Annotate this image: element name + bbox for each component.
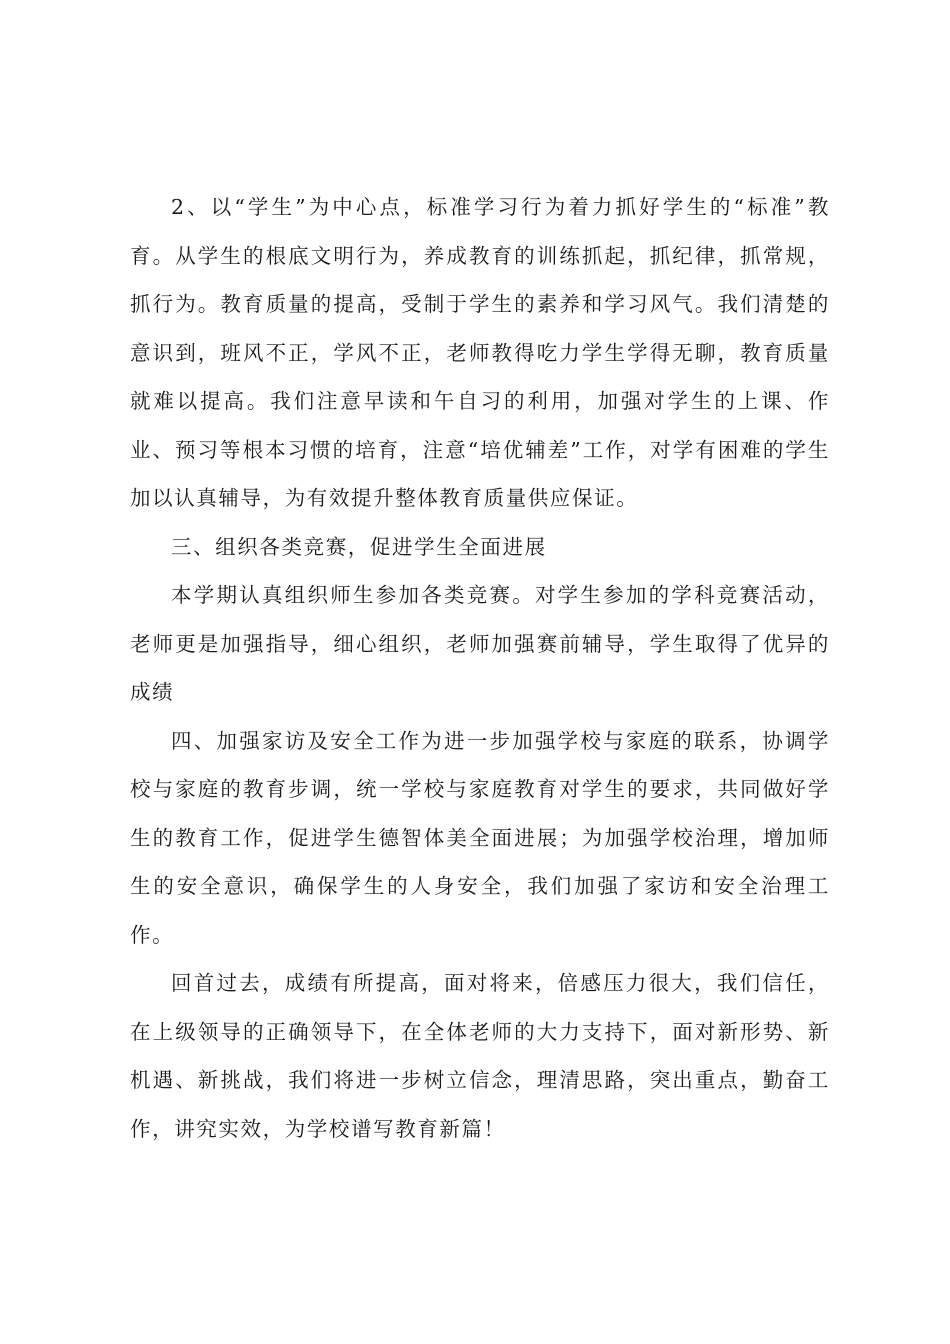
- paragraph-standard-education: 2、以“学生”为中心点，标准学习行为着力抓好学生的“标准”教育。从学生的根底文明行为，养成教育的训练抓起，抓纪律，抓常规，抓行为。教育质量的提高，受制于学生的素养和学习风气。我们清楚的意识到，班风不正，学风不正，老师教得吃力学生学得无聊，教育质量就难以提高。我们注意早读和午自习的利用，加强对学生的上课、作业、预习等根本习惯的培育，注意“培优辅差”工作，对学有困难的学生加以认真辅导，为有效提升整体教育质量供应保证。: [130, 195, 830, 510]
- section-heading-competitions: 三、组织各类竞赛，促进学生全面进展: [171, 534, 547, 559]
- paragraph-home-visits-safety: 四、加强家访及安全工作为进一步加强学校与家庭的联系，协调学校与家庭的教育步调，统一学校与家庭教育对学生的要求，共同做好学生的教育工作，促进学生德智体美全面进展；为加强学校治理，增加师生的安全意识，确保学生的人身安全，我们加强了家访和安全治理工作。: [130, 728, 830, 947]
- paragraph-conclusion: 回首过去，成绩有所提高，面对将来，倍感压力很大，我们信任，在上级领导的正确领导下，在全体老师的大力支持下，面对新形势、新机遇、新挑战，我们将进一步树立信念，理清思路，突出重点，勤奋工作，讲究实效，为学校谱写教育新篇！: [130, 971, 830, 1141]
- document-body: [130, 183, 830, 1153]
- paragraph-competitions: 本学期认真组织师生参加各类竞赛。对学生参加的学科竞赛活动，老师更是加强指导，细心组织，老师加强赛前辅导，学生取得了优异的成绩: [130, 583, 830, 704]
